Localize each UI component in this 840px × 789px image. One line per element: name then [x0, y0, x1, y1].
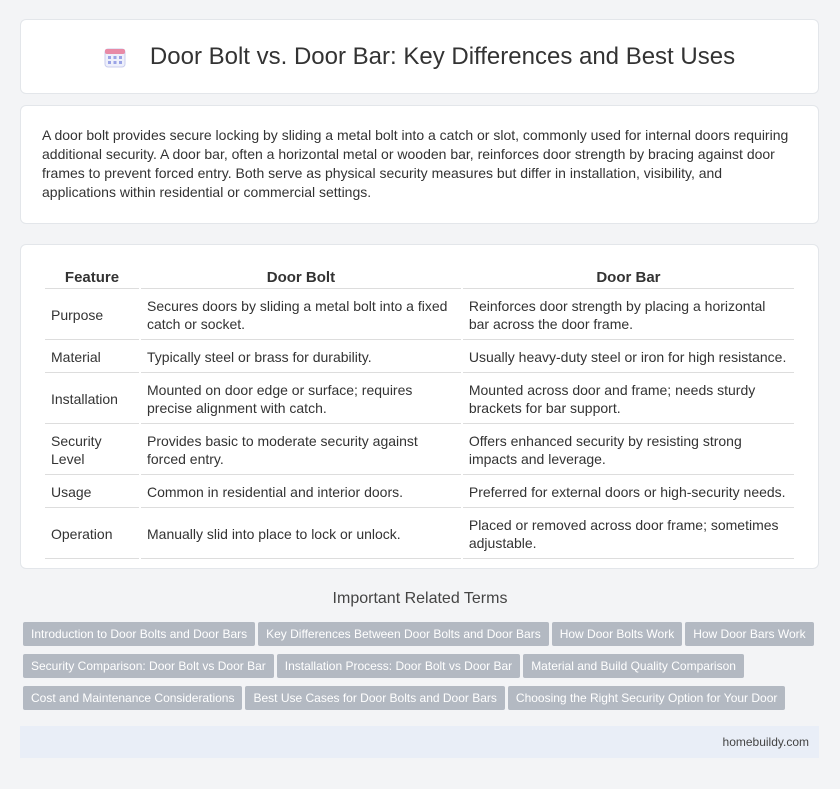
feature-cell: Purpose: [45, 291, 139, 340]
header-door-bar: Door Bar: [463, 265, 794, 289]
door-bar-cell: Offers enhanced security by resisting strong impacts and leverage.: [463, 426, 794, 475]
footer: [20, 726, 819, 758]
intro-card: [20, 105, 819, 224]
related-tag[interactable]: Material and Build Quality Comparison: [523, 654, 744, 678]
table-header-row: [45, 265, 794, 289]
page-title: [104, 43, 735, 71]
feature-cell: Operation: [45, 510, 139, 559]
related-tag[interactable]: Security Comparison: Door Bolt vs Door Bar: [23, 654, 274, 678]
table-row: [45, 291, 794, 340]
door-bar-cell: Preferred for external doors or high-security needs.: [463, 477, 794, 508]
door-bolt-cell: Manually slid into place to lock or unlock.: [141, 510, 461, 559]
table-row: [45, 342, 794, 373]
intro-text: A door bolt provides secure locking by sliding a metal bolt into a catch or slot, commonly used for internal doors requiring additional security. A door bar, often a horizontal metal or wooden bar, reinforces door strength by bracing against door frames to prevent forced entry. Both serve as physical security measures but differ in installation, visibility, and applications within residential or commercial settings.: [42, 127, 789, 200]
table-row: [45, 510, 794, 559]
related-tag[interactable]: How Door Bars Work: [685, 622, 813, 646]
door-bolt-cell: Provides basic to moderate security against forced entry.: [141, 426, 461, 475]
title-card: [20, 19, 819, 94]
calendar-icon: [104, 46, 126, 68]
door-bar-cell: Mounted across door and frame; needs sturdy brackets for bar support.: [463, 375, 794, 424]
door-bar-cell: Reinforces door strength by placing a horizontal bar across the door frame.: [463, 291, 794, 340]
table-row: [45, 375, 794, 424]
door-bar-cell: Usually heavy-duty steel or iron for high resistance.: [463, 342, 794, 373]
feature-cell: Usage: [45, 477, 139, 508]
door-bolt-cell: Typically steel or brass for durability.: [141, 342, 461, 373]
feature-cell: Material: [45, 342, 139, 373]
related-terms-title: Important Related Terms: [332, 590, 508, 607]
page-title-text: Door Bolt vs. Door Bar: Key Differences and Best Uses: [149, 42, 736, 70]
comparison-table: [43, 263, 796, 561]
door-bolt-cell: Common in residential and interior doors.: [141, 477, 461, 508]
comparison-card: [20, 244, 819, 569]
related-tag[interactable]: Choosing the Right Security Option for Your Door: [508, 686, 785, 710]
table-row: [45, 477, 794, 508]
related-tags: [23, 622, 823, 718]
door-bolt-cell: Mounted on door edge or surface; requires precise alignment with catch.: [141, 375, 461, 424]
related-tag[interactable]: Key Differences Between Door Bolts and Door Bars: [258, 622, 549, 646]
header-feature: Feature: [45, 265, 139, 289]
header-door-bolt: Door Bolt: [141, 265, 461, 289]
related-tag[interactable]: How Door Bolts Work: [552, 622, 682, 646]
related-tag[interactable]: Best Use Cases for Door Bolts and Door Bars: [245, 686, 504, 710]
footer-site[interactable]: homebuildy.com: [722, 735, 809, 749]
table-row: [45, 426, 794, 475]
feature-cell: Security Level: [45, 426, 139, 475]
door-bolt-cell: Secures doors by sliding a metal bolt into a fixed catch or socket.: [141, 291, 461, 340]
feature-cell: Installation: [45, 375, 139, 424]
door-bar-cell: Placed or removed across door frame; sometimes adjustable.: [463, 510, 794, 559]
related-tag[interactable]: Cost and Maintenance Considerations: [23, 686, 242, 710]
related-tag[interactable]: Introduction to Door Bolts and Door Bars: [23, 622, 255, 646]
related-tag[interactable]: Installation Process: Door Bolt vs Door Bar: [277, 654, 520, 678]
